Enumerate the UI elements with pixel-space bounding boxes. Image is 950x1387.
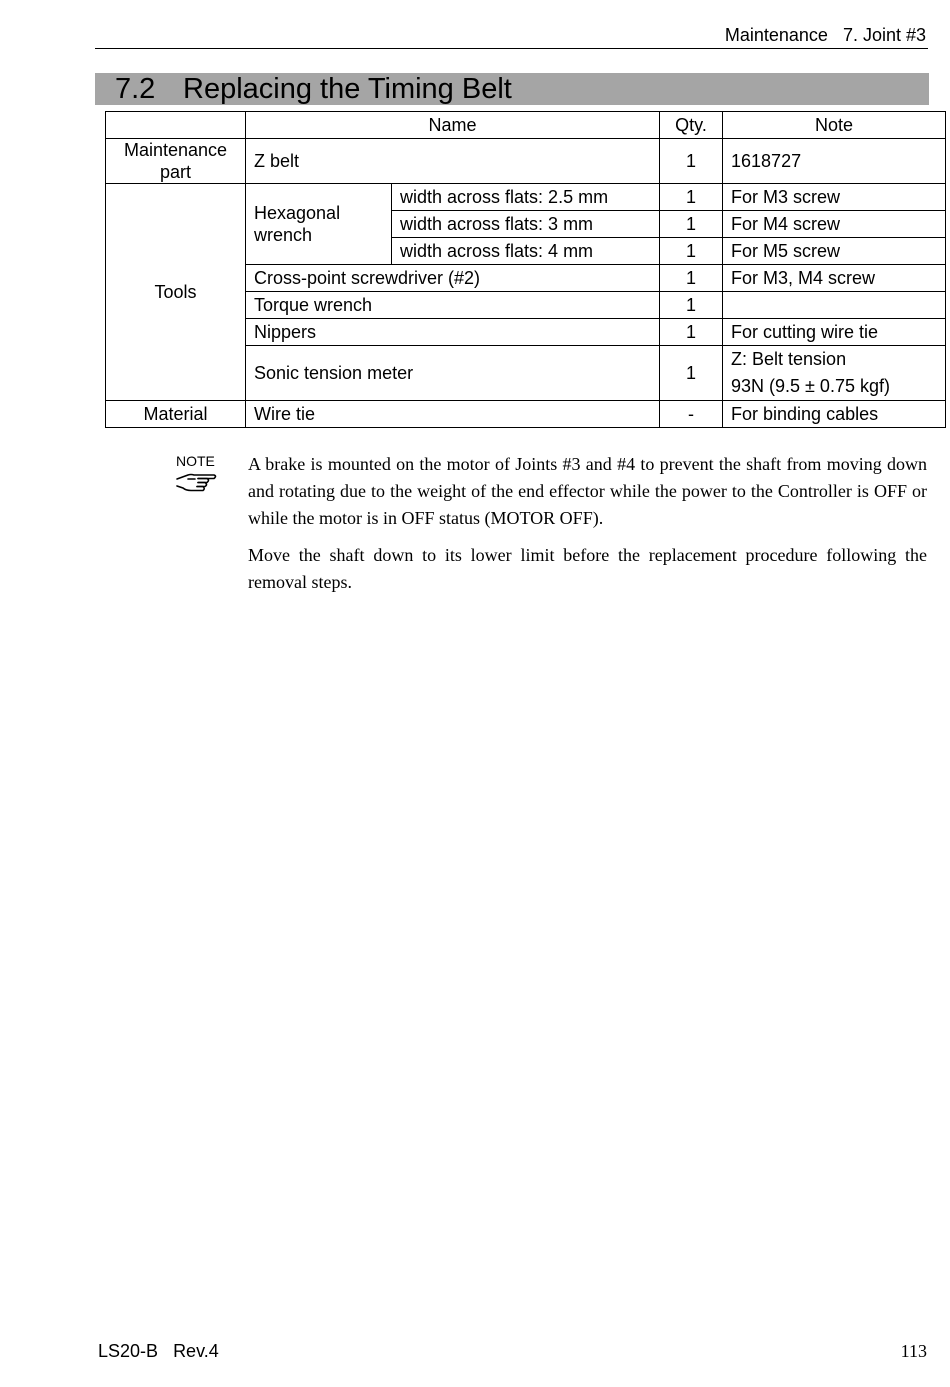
section-title: Replacing the Timing Belt xyxy=(183,73,512,105)
cell-note: For cutting wire tie xyxy=(723,319,946,346)
note-body xyxy=(248,451,927,606)
header-note: Note xyxy=(723,112,946,139)
cell-note xyxy=(723,346,946,401)
cell-name: Wire tie xyxy=(246,401,660,428)
category-maintenance-part: Maintenance part xyxy=(106,139,246,184)
note-line: 93N (9.5 ± 0.75 kgf) xyxy=(731,376,890,396)
category-material: Material xyxy=(106,401,246,428)
category-tools: Tools xyxy=(106,184,246,401)
cell-size: width across flats: 3 mm xyxy=(392,211,660,238)
cell-name: Sonic tension meter xyxy=(246,346,660,401)
footer-revision: Rev.4 xyxy=(173,1341,219,1361)
table-header-row xyxy=(106,112,946,139)
section-heading xyxy=(95,73,929,105)
table-header-blank xyxy=(106,112,246,139)
cell-qty: 1 xyxy=(660,184,723,211)
table-row xyxy=(106,401,946,428)
parts-table xyxy=(105,111,946,428)
cell-note: For M5 screw xyxy=(723,238,946,265)
note-paragraph: A brake is mounted on the motor of Joints #3 and #4 to prevent the shaft from moving down and rotating due to the weight of the end effector while the power to the Controller is OFF or while the motor is in OFF status (MOTOR OFF). xyxy=(248,454,927,528)
footer-model-name: LS20-B xyxy=(98,1341,159,1361)
note-line: Z: Belt tension xyxy=(731,349,847,369)
pointing-hand-icon xyxy=(174,469,218,499)
note-label: NOTE xyxy=(176,453,215,469)
header-section: Maintenance xyxy=(724,25,828,45)
cell-size: width across flats: 2.5 mm xyxy=(392,184,660,211)
cell-qty: 1 xyxy=(660,139,723,184)
cell-qty: 1 xyxy=(660,265,723,292)
cell-qty: 1 xyxy=(660,238,723,265)
section-number: 7.2 xyxy=(115,73,156,105)
cell-note: For M3, M4 screw xyxy=(723,265,946,292)
header-chapter: 7. Joint #3 xyxy=(842,25,926,45)
cell-qty: 1 xyxy=(660,211,723,238)
page-number: 113 xyxy=(900,1341,927,1361)
cell-qty: - xyxy=(660,401,723,428)
cell-name: Z belt xyxy=(246,139,660,184)
footer-model xyxy=(98,1341,219,1362)
header-qty: Qty. xyxy=(660,112,723,139)
page-header xyxy=(95,24,928,49)
cell-name: Cross-point screwdriver (#2) xyxy=(246,265,660,292)
cell-name: Nippers xyxy=(246,319,660,346)
cell-note: 1618727 xyxy=(723,139,946,184)
cell-hex-wrench: Hexagonal wrench xyxy=(246,184,392,265)
cell-qty: 1 xyxy=(660,346,723,401)
cell-note: For binding cables xyxy=(723,401,946,428)
header-name: Name xyxy=(246,112,660,139)
cell-note: For M4 screw xyxy=(723,211,946,238)
cell-size: width across flats: 4 mm xyxy=(392,238,660,265)
cell-note: For M3 screw xyxy=(723,184,946,211)
cell-note xyxy=(723,292,946,319)
table-row xyxy=(106,184,946,211)
cell-name: Torque wrench xyxy=(246,292,660,319)
header-text xyxy=(725,25,926,46)
note-paragraph: Move the shaft down to its lower limit before the replacement procedure following the removal steps. xyxy=(248,545,927,592)
cell-qty: 1 xyxy=(660,292,723,319)
cell-qty: 1 xyxy=(660,319,723,346)
table-row xyxy=(106,139,946,184)
